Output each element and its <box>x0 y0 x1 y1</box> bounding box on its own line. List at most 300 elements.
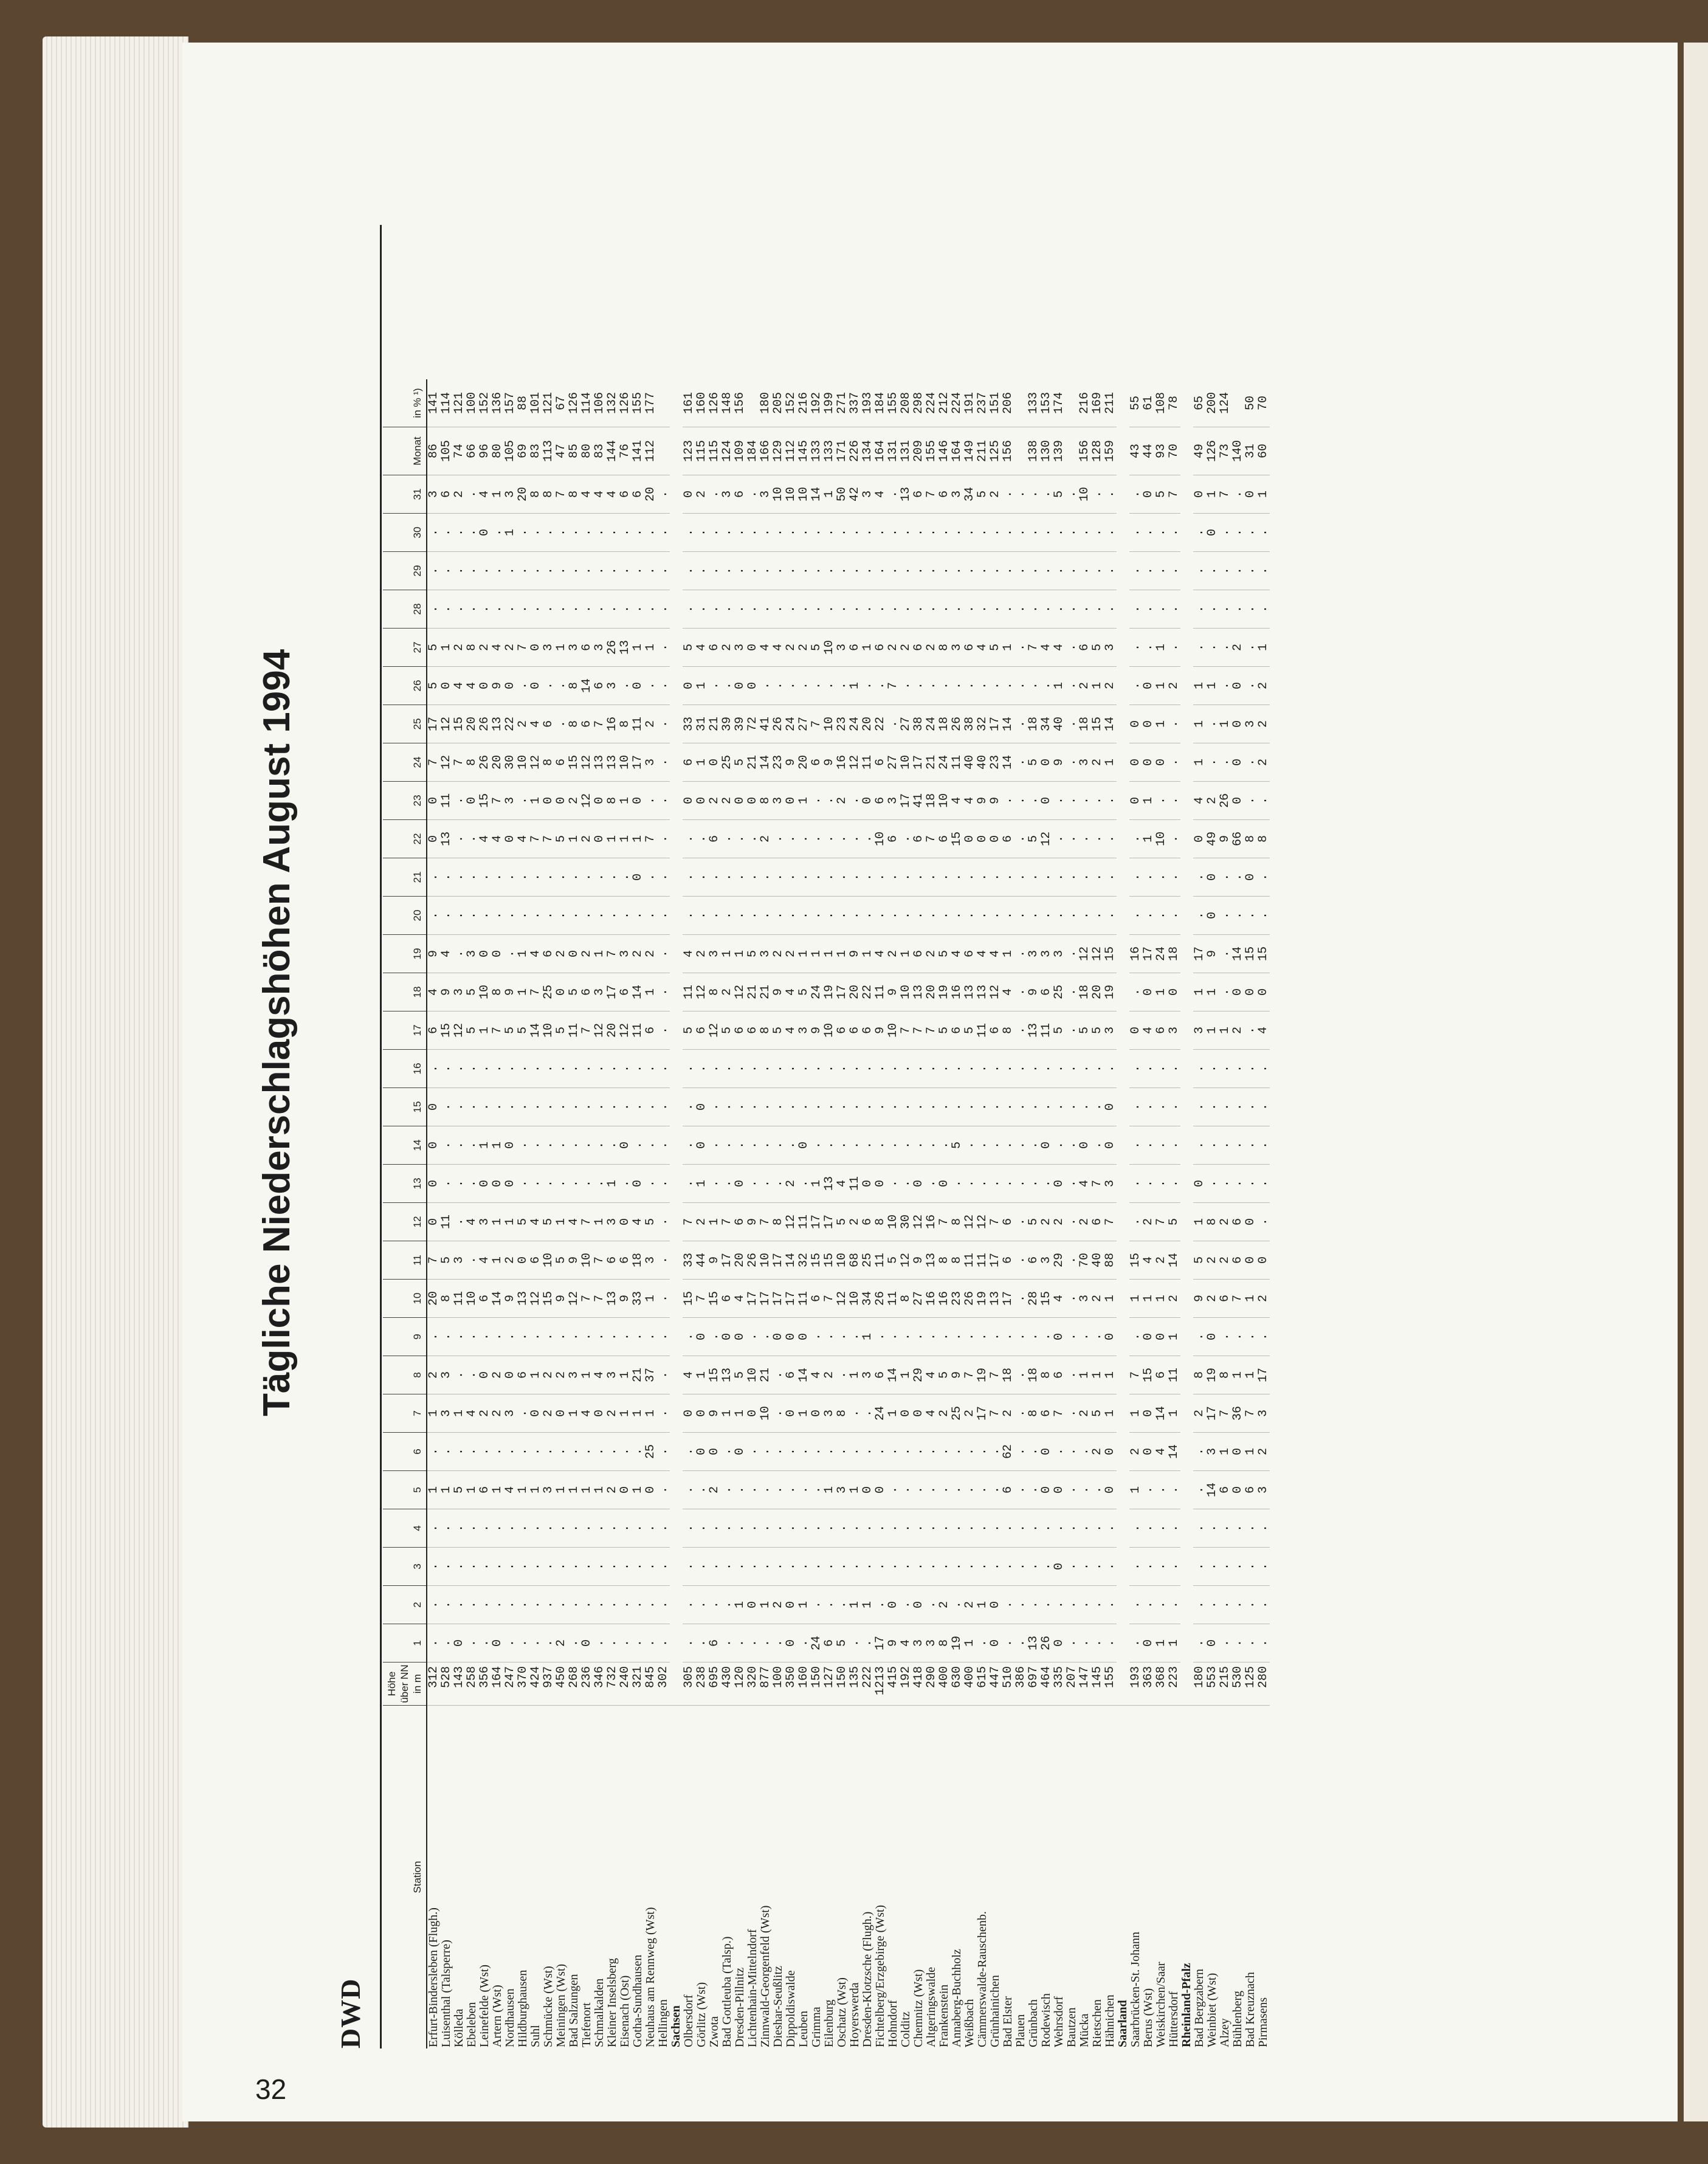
daily-value: . <box>938 1088 951 1126</box>
daily-value: . <box>1155 1586 1168 1624</box>
percent-of-normal: 141 <box>427 379 440 427</box>
daily-value: 66 <box>1231 820 1244 858</box>
station-height: 305 <box>683 1663 695 1706</box>
publisher-label: DWD <box>335 1978 366 2049</box>
daily-value: 7 <box>606 935 619 973</box>
daily-value: . <box>912 552 925 590</box>
daily-value: . <box>568 1586 580 1624</box>
daily-value: . <box>1066 820 1078 858</box>
daily-value: . <box>823 820 836 858</box>
daily-value: 0 <box>1053 1471 1066 1509</box>
month-total: 69 <box>517 427 529 475</box>
daily-value: 0 <box>453 1624 466 1663</box>
station-height: 236 <box>580 1663 593 1706</box>
daily-value: . <box>976 1165 989 1203</box>
daily-value: 2 <box>925 935 938 973</box>
daily-value: . <box>874 1088 887 1126</box>
daily-value: . <box>759 1433 772 1471</box>
daily-value: . <box>478 1088 491 1126</box>
daily-value: . <box>1142 1126 1155 1165</box>
daily-value: . <box>644 1586 657 1624</box>
daily-value: . <box>887 1050 900 1088</box>
daily-value: . <box>887 1318 900 1356</box>
daily-value: 2 <box>695 1203 708 1241</box>
daily-value: 0 <box>1142 1318 1155 1356</box>
daily-value: . <box>491 858 504 897</box>
daily-value: . <box>504 1318 517 1356</box>
table-row <box>619 379 632 2049</box>
station-name: Hähnichen <box>1103 1994 1117 2047</box>
daily-value: 6 <box>874 743 887 782</box>
daily-value: . <box>708 1165 721 1203</box>
daily-value: 3 <box>951 629 963 667</box>
daily-value: . <box>593 514 606 552</box>
daily-value: . <box>427 858 440 897</box>
station-name: Zwota <box>708 2016 721 2047</box>
daily-value: 0 <box>1142 973 1155 1011</box>
daily-value: 5 <box>938 1011 951 1050</box>
percent-of-normal: 70 <box>1257 379 1270 427</box>
daily-value: 12 <box>580 782 593 820</box>
daily-value: 1 <box>976 1586 989 1624</box>
daily-value: 0 <box>529 629 542 667</box>
group-label: Saarland <box>1116 2000 1129 2047</box>
daily-value: 0 <box>734 667 746 705</box>
month-total: 133 <box>823 427 836 475</box>
daily-value: 0 <box>1142 705 1155 743</box>
daily-value: 40 <box>963 743 976 782</box>
daily-value: . <box>772 1509 785 1548</box>
daily-value: . <box>836 1586 849 1624</box>
daily-value: 8 <box>1219 1356 1231 1394</box>
daily-value: . <box>861 1509 874 1548</box>
daily-value: . <box>440 1624 453 1663</box>
daily-value: . <box>632 1509 644 1548</box>
daily-value: 6 <box>1002 820 1014 858</box>
station-name: Cämmerswalde-Rauschenb. <box>976 1911 989 2047</box>
daily-value: . <box>542 858 555 897</box>
daily-value: . <box>1091 475 1104 514</box>
table-row <box>900 379 912 2049</box>
daily-value: . <box>529 1088 542 1126</box>
table-row <box>466 379 478 2049</box>
daily-value: 6 <box>734 1011 746 1050</box>
daily-value: 2 <box>491 1356 504 1394</box>
percent-of-normal: 184 <box>874 379 887 427</box>
daily-value: 6 <box>734 1203 746 1241</box>
daily-value: 10 <box>900 743 912 782</box>
daily-value: 36 <box>1231 1394 1244 1433</box>
daily-value: . <box>900 514 912 552</box>
daily-value: 0 <box>1206 1624 1219 1663</box>
daily-value: . <box>593 1165 606 1203</box>
daily-value: . <box>849 1394 861 1433</box>
daily-value: . <box>1066 1088 1078 1126</box>
daily-value: 0 <box>912 1586 925 1624</box>
daily-value: . <box>1091 1318 1104 1356</box>
month-total: 141 <box>632 427 644 475</box>
daily-value: . <box>861 897 874 935</box>
daily-value: 1 <box>861 1318 874 1356</box>
percent-of-normal: 126 <box>568 379 580 427</box>
daily-value: 2 <box>1206 1241 1219 1280</box>
daily-value: . <box>466 1586 478 1624</box>
daily-value: . <box>632 514 644 552</box>
table-row <box>504 379 517 2049</box>
daily-value: 1 <box>1155 667 1168 705</box>
month-total: 105 <box>440 427 453 475</box>
percent-of-normal: 224 <box>925 379 938 427</box>
daily-value: 10 <box>797 475 810 514</box>
daily-value: . <box>912 1548 925 1586</box>
daily-value: 0 <box>1040 743 1053 782</box>
daily-value: . <box>1014 1548 1027 1586</box>
daily-value: . <box>517 1088 529 1126</box>
daily-value: . <box>580 552 593 590</box>
daily-value: . <box>657 782 670 820</box>
station-name: Colditz <box>899 2011 912 2047</box>
daily-value: 11 <box>849 1165 861 1203</box>
month-total: 74 <box>453 427 466 475</box>
table-row <box>657 379 670 2049</box>
daily-value: . <box>619 858 632 897</box>
daily-value: . <box>466 552 478 590</box>
daily-value: 3 <box>644 743 657 782</box>
daily-value: . <box>542 590 555 629</box>
daily-value: . <box>1027 514 1040 552</box>
daily-value: . <box>963 514 976 552</box>
daily-value: . <box>644 1050 657 1088</box>
daily-value: 7 <box>427 743 440 782</box>
daily-value: . <box>644 667 657 705</box>
daily-value: . <box>849 858 861 897</box>
daily-value: 1 <box>529 782 542 820</box>
daily-value: 26 <box>963 1280 976 1318</box>
daily-value: 5 <box>734 1356 746 1394</box>
percent-of-normal: 337 <box>849 379 861 427</box>
daily-value: 23 <box>772 743 785 782</box>
daily-value: . <box>721 1471 734 1509</box>
daily-value: . <box>1091 858 1104 897</box>
daily-value: 3 <box>1168 1011 1180 1050</box>
daily-value: . <box>976 1624 989 1663</box>
daily-value: . <box>466 897 478 935</box>
daily-value: 0 <box>695 1433 708 1471</box>
daily-value: 9 <box>504 973 517 1011</box>
daily-value: 2 <box>555 1624 568 1663</box>
daily-value: . <box>1257 1509 1270 1548</box>
daily-value: . <box>1168 820 1180 858</box>
station-height: 363 <box>1142 1663 1155 1706</box>
table-row <box>491 379 504 2049</box>
daily-value: . <box>861 1050 874 1088</box>
daily-value: . <box>517 1394 529 1433</box>
percent-of-normal: 169 <box>1091 379 1104 427</box>
daily-value: . <box>734 858 746 897</box>
daily-value: 2 <box>887 935 900 973</box>
daily-value: 6 <box>619 1241 632 1280</box>
daily-value: 6 <box>912 475 925 514</box>
daily-value: . <box>708 1509 721 1548</box>
daily-value: 12 <box>963 1203 976 1241</box>
daily-value: . <box>504 1509 517 1548</box>
header-day: 25 <box>383 705 427 743</box>
daily-value: . <box>504 1050 517 1088</box>
daily-value: . <box>925 552 938 590</box>
daily-value: 0 <box>427 1126 440 1165</box>
daily-value: . <box>466 514 478 552</box>
daily-value: . <box>1104 820 1117 858</box>
daily-value: 1 <box>619 1356 632 1394</box>
daily-value: . <box>861 1433 874 1471</box>
percent-of-normal: 216 <box>1078 379 1091 427</box>
daily-value: 0 <box>427 1088 440 1126</box>
daily-value: 3 <box>1053 935 1066 973</box>
month-total: 129 <box>772 427 785 475</box>
daily-value: . <box>1053 552 1066 590</box>
daily-value: . <box>1206 1126 1219 1165</box>
daily-value: . <box>1244 1011 1257 1050</box>
daily-value: . <box>1155 514 1168 552</box>
daily-value: 0 <box>1129 705 1142 743</box>
daily-value: . <box>1231 1165 1244 1203</box>
daily-value: . <box>746 590 759 629</box>
daily-value: . <box>1219 667 1231 705</box>
daily-value: . <box>580 1433 593 1471</box>
daily-value: . <box>427 1050 440 1088</box>
daily-value: 1 <box>708 1203 721 1241</box>
station-height: 877 <box>759 1663 772 1706</box>
daily-value: 1 <box>555 1203 568 1241</box>
daily-value: . <box>874 1548 887 1586</box>
daily-value: 1 <box>721 1394 734 1433</box>
daily-value: . <box>1219 514 1231 552</box>
daily-value: . <box>542 1433 555 1471</box>
daily-value: 7 <box>491 782 504 820</box>
daily-value: . <box>593 1586 606 1624</box>
daily-value: . <box>542 1509 555 1548</box>
station-height: 145 <box>1091 1663 1104 1706</box>
daily-value: . <box>1257 897 1270 935</box>
daily-value: 5 <box>555 820 568 858</box>
percent-of-normal <box>1014 379 1027 427</box>
daily-value: . <box>683 1088 695 1126</box>
daily-value: . <box>989 552 1002 590</box>
daily-value: . <box>1257 1548 1270 1586</box>
daily-value: 2 <box>504 629 517 667</box>
daily-value: . <box>1066 1203 1078 1241</box>
daily-value: 2 <box>785 935 797 973</box>
daily-value: 9 <box>708 1394 721 1433</box>
daily-value: . <box>797 1165 810 1203</box>
month-total: 133 <box>810 427 823 475</box>
daily-value: 0 <box>683 475 695 514</box>
daily-value: 1 <box>1104 743 1117 782</box>
daily-value: 5 <box>542 1203 555 1241</box>
daily-value: 2 <box>963 1394 976 1433</box>
daily-value: 1 <box>695 743 708 782</box>
daily-value: . <box>1002 1509 1014 1548</box>
daily-value: . <box>925 514 938 552</box>
daily-value: . <box>746 1548 759 1586</box>
daily-value: . <box>529 1586 542 1624</box>
daily-value: 0 <box>797 1126 810 1165</box>
daily-value: . <box>1155 858 1168 897</box>
daily-value: 0 <box>504 1165 517 1203</box>
station-name: Meiningen (Wst) <box>554 1963 568 2047</box>
daily-value: 3 <box>1206 1433 1219 1471</box>
daily-value: 10 <box>517 743 529 782</box>
daily-value: . <box>772 1356 785 1394</box>
daily-value: 20 <box>491 743 504 782</box>
daily-value: . <box>644 897 657 935</box>
daily-value: . <box>683 1126 695 1165</box>
daily-value: . <box>836 1548 849 1586</box>
daily-value: . <box>1014 1509 1027 1548</box>
table-row <box>568 379 580 2049</box>
daily-value: . <box>772 667 785 705</box>
daily-value: 28 <box>1027 1280 1040 1318</box>
daily-value: . <box>542 1165 555 1203</box>
station-height: 247 <box>504 1663 517 1706</box>
daily-value: . <box>683 897 695 935</box>
table-row <box>1155 379 1168 2049</box>
daily-value: . <box>1168 1548 1180 1586</box>
daily-value: . <box>1129 858 1142 897</box>
daily-value: 10 <box>478 973 491 1011</box>
daily-value: 6 <box>683 743 695 782</box>
daily-value: 3 <box>619 935 632 973</box>
daily-value: . <box>478 1318 491 1356</box>
daily-value: . <box>746 897 759 935</box>
daily-value: 12 <box>695 973 708 1011</box>
daily-value: 4 <box>836 1165 849 1203</box>
daily-value: . <box>900 1433 912 1471</box>
group-label: Sachsen <box>669 2005 683 2047</box>
station-height: 215 <box>1219 1663 1231 1706</box>
station-height: 415 <box>887 1663 900 1706</box>
percent-of-normal: 133 <box>1027 379 1040 427</box>
daily-value: . <box>963 667 976 705</box>
daily-value: . <box>951 552 963 590</box>
daily-value: . <box>683 590 695 629</box>
daily-value: . <box>1219 1586 1231 1624</box>
daily-value: . <box>1014 1241 1027 1280</box>
daily-value: 8 <box>938 1624 951 1663</box>
daily-value: . <box>1040 1050 1053 1088</box>
daily-value: . <box>900 667 912 705</box>
daily-value: . <box>1002 590 1014 629</box>
daily-value: 5 <box>797 973 810 1011</box>
daily-value: 9 <box>951 1356 963 1394</box>
daily-value: . <box>734 514 746 552</box>
daily-value: . <box>1014 1586 1027 1624</box>
daily-value: 3 <box>759 935 772 973</box>
daily-value: 8 <box>542 743 555 782</box>
daily-value: . <box>912 1471 925 1509</box>
daily-value: 0 <box>427 782 440 820</box>
daily-value: 11 <box>963 1241 976 1280</box>
daily-value: 19 <box>976 1356 989 1394</box>
daily-value: . <box>1219 1624 1231 1663</box>
daily-value: . <box>1053 1433 1066 1471</box>
daily-value: . <box>861 858 874 897</box>
table-row <box>1002 379 1014 2049</box>
daily-value: . <box>823 897 836 935</box>
daily-value: 9 <box>427 935 440 973</box>
daily-value: 24 <box>938 743 951 782</box>
daily-value: . <box>1231 590 1244 629</box>
daily-value: . <box>1104 475 1117 514</box>
daily-value: . <box>440 858 453 897</box>
daily-value: . <box>1014 1165 1027 1203</box>
month-total: 112 <box>785 427 797 475</box>
month-total: 105 <box>504 427 517 475</box>
daily-value: 1 <box>568 820 580 858</box>
station-name: Bad Kreuznach <box>1244 1972 1257 2047</box>
station-name: Görlitz (Wst) <box>695 1982 708 2047</box>
daily-value: . <box>721 514 734 552</box>
daily-value: . <box>657 705 670 743</box>
daily-value: . <box>900 1050 912 1088</box>
daily-value: 0 <box>1129 782 1142 820</box>
daily-value: . <box>1206 1586 1219 1624</box>
daily-value: 3 <box>453 973 466 1011</box>
daily-value: . <box>772 1548 785 1586</box>
table-row <box>1104 379 1117 2049</box>
daily-value: 14 <box>580 667 593 705</box>
daily-value: 6 <box>912 629 925 667</box>
daily-value: 42 <box>849 475 861 514</box>
daily-value: 16 <box>925 1203 938 1241</box>
daily-value: . <box>989 590 1002 629</box>
daily-value: . <box>1231 1509 1244 1548</box>
daily-value: . <box>874 1126 887 1165</box>
daily-value: . <box>504 552 517 590</box>
station-name: Wehrsdorf <box>1052 1996 1066 2047</box>
daily-value: . <box>721 1509 734 1548</box>
daily-value: . <box>1104 858 1117 897</box>
daily-value: 18 <box>1027 705 1040 743</box>
daily-value: . <box>721 1050 734 1088</box>
daily-value: 4 <box>925 1394 938 1433</box>
daily-value: . <box>504 1624 517 1663</box>
daily-value: . <box>785 1509 797 1548</box>
daily-value: . <box>568 1433 580 1471</box>
daily-value: . <box>759 897 772 935</box>
daily-value: . <box>1155 1088 1168 1126</box>
daily-value: 7 <box>644 820 657 858</box>
daily-value: 0 <box>1053 1624 1066 1663</box>
daily-value: 2 <box>721 973 734 1011</box>
daily-value: 0 <box>1053 1165 1066 1203</box>
daily-value: . <box>785 1548 797 1586</box>
daily-value: 12 <box>734 973 746 1011</box>
daily-value: 0 <box>478 667 491 705</box>
daily-value: . <box>683 552 695 590</box>
daily-value: 6 <box>644 1011 657 1050</box>
daily-value: . <box>989 514 1002 552</box>
daily-value: . <box>734 1471 746 1509</box>
daily-value: 6 <box>708 820 721 858</box>
daily-value: 2 <box>772 1586 785 1624</box>
daily-value: 26 <box>478 743 491 782</box>
daily-value: 8 <box>440 1280 453 1318</box>
daily-value: . <box>836 514 849 552</box>
daily-value: . <box>466 1509 478 1548</box>
daily-value: . <box>887 552 900 590</box>
daily-value: . <box>529 514 542 552</box>
